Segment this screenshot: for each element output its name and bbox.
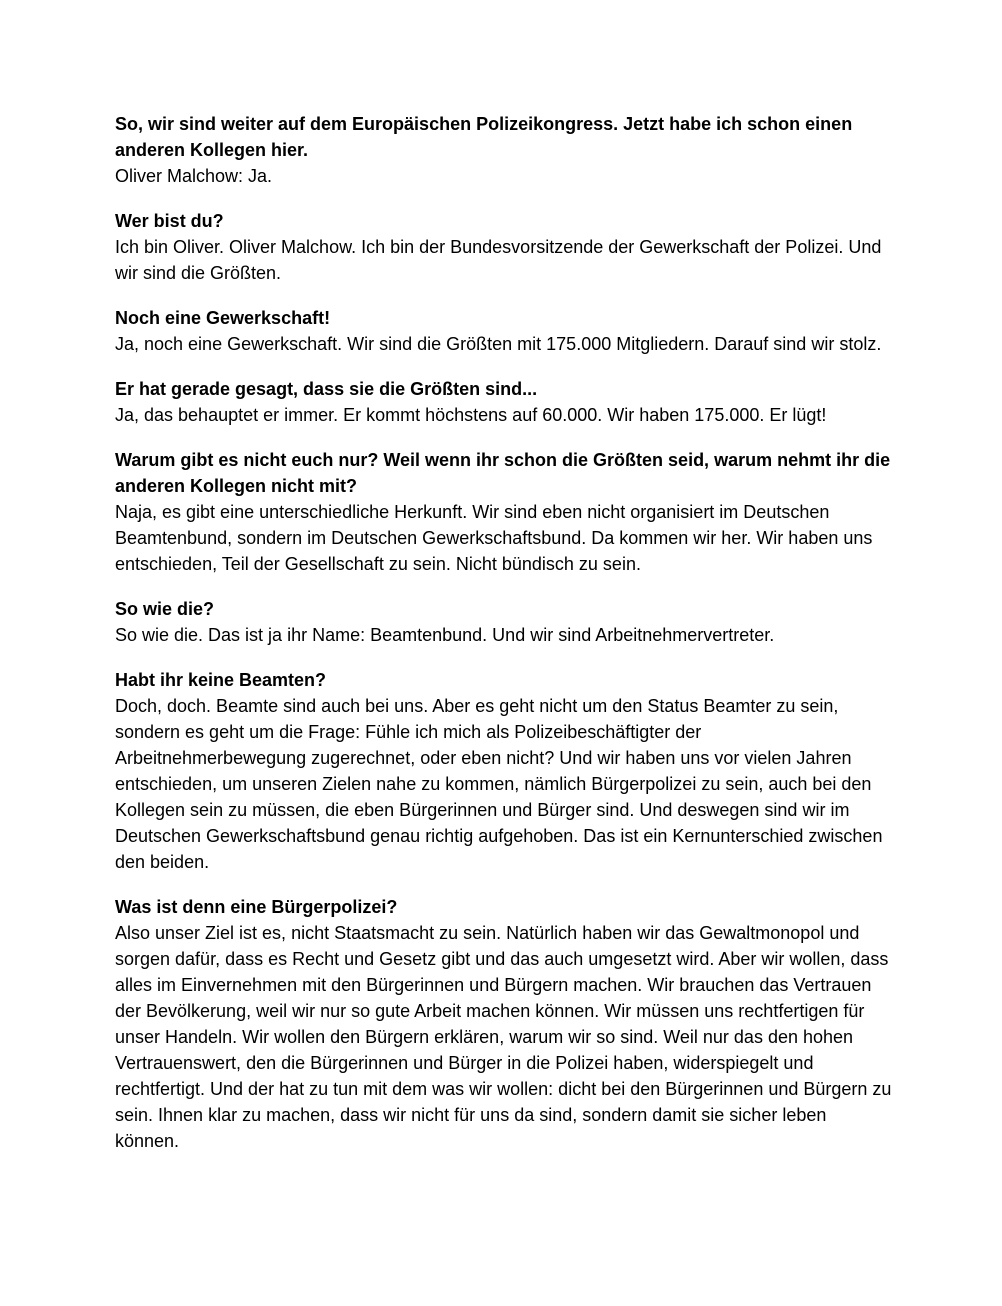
qa-block [115, 667, 892, 875]
interview-answer: So wie die. Das ist ja ihr Name: Beamtenbund. Und wir sind Arbeitnehmervertreter. [115, 625, 775, 645]
interview-answer: Also unser Ziel ist es, nicht Staatsmacht zu sein. Natürlich haben wir das Gewaltmonopol und sorgen dafür, dass es Recht und Gesetz gibt und das auch umgesetzt wird. Aber wir wollen, dass alles im Einvernehmen mit den Bürgerinnen und Bürgern machen. Wir brauchen das Vertrauen der Bevölkerung, weil wir nur so gute Arbeit machen können. Wir müssen uns rechtfertigen für unser Handeln. Wir wollen den Bürgern erklären, warum wir so sind. Weil nur das den hohen Vertrauenswert, den die Bürgerinnen und Bürger in die Polizei haben, widerspiegelt und rechtfertigt. Und der hat zu tun mit dem was wir wollen: dicht bei den Bürgerinnen und Bürgern zu sein. Ihnen klar zu machen, dass wir nicht für uns da sind, sondern damit sie sicher leben können. [115, 923, 892, 1151]
interview-question: Habt ihr keine Beamten? [115, 670, 327, 690]
interview-question: So wie die? [115, 599, 215, 619]
interview-blocks [115, 111, 892, 1154]
interview-answer: Naja, es gibt eine unterschiedliche Herkunft. Wir sind eben nicht organisiert im Deutschen Beamtenbund, sondern im Deutschen Gewerkschaftsbund. Da kommen wir her. Wir haben uns entschieden, Teil der Gesellschaft zu sein. Nicht bündisch zu sein. [115, 502, 873, 574]
interview-question: Warum gibt es nicht euch nur? Weil wenn ihr schon die Größten seid, warum nehmt ihr die anderen Kollegen nicht mit? [115, 450, 891, 496]
interview-answer: Ich bin Oliver. Oliver Malchow. Ich bin der Bundesvorsitzende der Gewerkschaft der Polizei. Und wir sind die Größten. [115, 237, 882, 283]
qa-block [115, 447, 892, 577]
interview-question: Er hat gerade gesagt, dass sie die Größten sind... [115, 379, 538, 399]
qa-block [115, 596, 892, 648]
qa-block [115, 376, 892, 428]
qa-block [115, 208, 892, 286]
interview-answer: Oliver Malchow: Ja. [115, 166, 273, 186]
interview-question: Noch eine Gewerkschaft! [115, 308, 331, 328]
interview-answer: Ja, das behauptet er immer. Er kommt höchstens auf 60.000. Wir haben 175.000. Er lügt! [115, 405, 827, 425]
interview-question: Wer bist du? [115, 211, 224, 231]
qa-block [115, 305, 892, 357]
interview-answer: Doch, doch. Beamte sind auch bei uns. Aber es geht nicht um den Status Beamter zu sein, sondern es geht um die Frage: Fühle ich mich als Polizeibeschäftigter der Arbeitnehmerbewegung zugerechnet, oder eben nicht? Und wir haben uns vor vielen Jahren entschieden, um unseren Zielen nahe zu kommen, nämlich Bürgerpolizei zu sein, auch bei den Kollegen sein zu müssen, die eben Bürgerinnen und Bürger sind. Und deswegen sind wir im Deutschen Gewerkschaftsbund genau richtig aufgehoben. Das ist ein Kernunterschied zwischen den beiden. [115, 696, 883, 872]
qa-block [115, 894, 892, 1154]
qa-block [115, 111, 892, 189]
interview-question: So, wir sind weiter auf dem Europäischen Polizeikongress. Jetzt habe ich schon einen anderen Kollegen hier. [115, 114, 853, 160]
interview-question: Was ist denn eine Bürgerpolizei? [115, 897, 398, 917]
interview-answer: Ja, noch eine Gewerkschaft. Wir sind die Größten mit 175.000 Mitgliedern. Darauf sind wir stolz. [115, 334, 882, 354]
